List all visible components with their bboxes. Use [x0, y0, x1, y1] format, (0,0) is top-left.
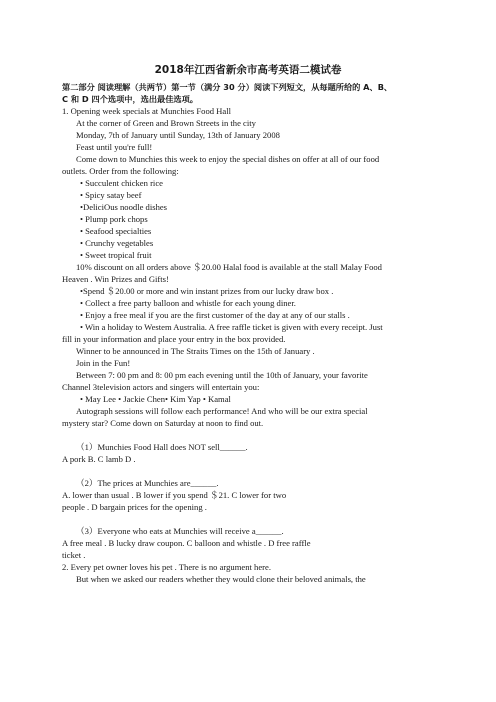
passage-line: Winner to be announced in The Straits Times on the 15th of January . — [76, 346, 315, 356]
list-item: • Crunchy vegetables — [80, 238, 154, 248]
question-options: A pork B. C lamb D . — [62, 454, 136, 464]
passage-line: But when we asked our readers whether they would clone their beloved animals, the — [76, 574, 366, 584]
passage-line: At the corner of Green and Brown Streets in the city — [76, 118, 256, 128]
passage-line: Channel 3television actors and singers will entertain you: — [62, 382, 260, 392]
passage-heading: 1. Opening week specials at Munchies Food Hall — [62, 106, 231, 116]
instruction-line: 第二部分 阅读理解（共两节）第一节（满分 30 分）阅读下列短文，从每题所给的 A、B、 — [62, 82, 393, 92]
list-item: • Collect a free party balloon and whistle for each young diner. — [80, 298, 296, 308]
list-item: • Enjoy a free meal if you are the first customer of the day at any of our stalls . — [80, 310, 350, 320]
passage-line: Feast until you're full! — [76, 142, 153, 152]
passage-line: outlets. Order from the following: — [62, 166, 179, 176]
question-options: A free meal . B lucky draw coupon. C balloon and whistle . D free raffle — [62, 538, 311, 548]
question-stem: （2）The prices at Munchies are______. — [76, 478, 219, 488]
list-item: • Sweet tropical fruit — [80, 250, 152, 260]
list-item: • Plump pork chops — [80, 214, 148, 224]
passage-heading: 2. Every pet owner loves his pet . There is no argument here. — [62, 562, 271, 572]
passage-line: Autograph sessions will follow each performance! And who will be our extra special — [76, 406, 368, 416]
list-item: • Succulent chicken rice — [80, 178, 163, 188]
list-item: • May Lee • Jackie Chen• Kim Yap • Kamal — [80, 394, 231, 404]
list-item: • Seafood specialties — [80, 226, 152, 236]
question-stem: （1）Munchies Food Hall does NOT sell______. — [76, 442, 248, 452]
question-options: people . D bargain prices for the opening . — [62, 502, 207, 512]
passage-line: 10% discount on all orders above ＄20.00 Halal food is available at the stall Malay Food — [76, 262, 382, 272]
passage-line: fill in your information and place your entry in the box provided. — [62, 334, 286, 344]
passage-line: Monday, 7th of January until Sunday, 13th of January 2008 — [76, 130, 280, 140]
list-item: • Win a holiday to Westem Australia. A free raffle ticket is given with every receipt. Just — [80, 322, 383, 332]
passage-line: Between 7: 00 pm and 8: 00 pm each evening until the 10th of January, your favorite — [76, 370, 368, 380]
question-options: A. lower than usual . B lower if you spend ＄21. C lower for two — [62, 490, 287, 500]
list-item: •Spend ＄20.00 or more and win instant prizes from our lucky draw box . — [80, 286, 334, 296]
list-item: • Spicy satay beef — [80, 190, 142, 200]
question-stem: （3）Everyone who eats at Munchies will receive a______. — [76, 526, 284, 536]
passage-line: Join in the Fun! — [76, 358, 131, 368]
instruction-line: C 和 D 四个选项中，选出最佳选项。 — [62, 94, 198, 104]
list-item: •DeliciOus noodle dishes — [80, 202, 168, 212]
passage-line: Come down to Munchies this week to enjoy the special dishes on offer at all of our food — [76, 154, 380, 164]
question-options: ticket . — [62, 550, 86, 560]
exam-title: 2018年江西省新余市高考英语二模试卷 — [154, 64, 342, 76]
passage-line: Heaven . Win Prizes and Gifts! — [62, 274, 169, 284]
passage-line: mystery star? Come down on Saturday at noon to find out. — [62, 418, 264, 428]
